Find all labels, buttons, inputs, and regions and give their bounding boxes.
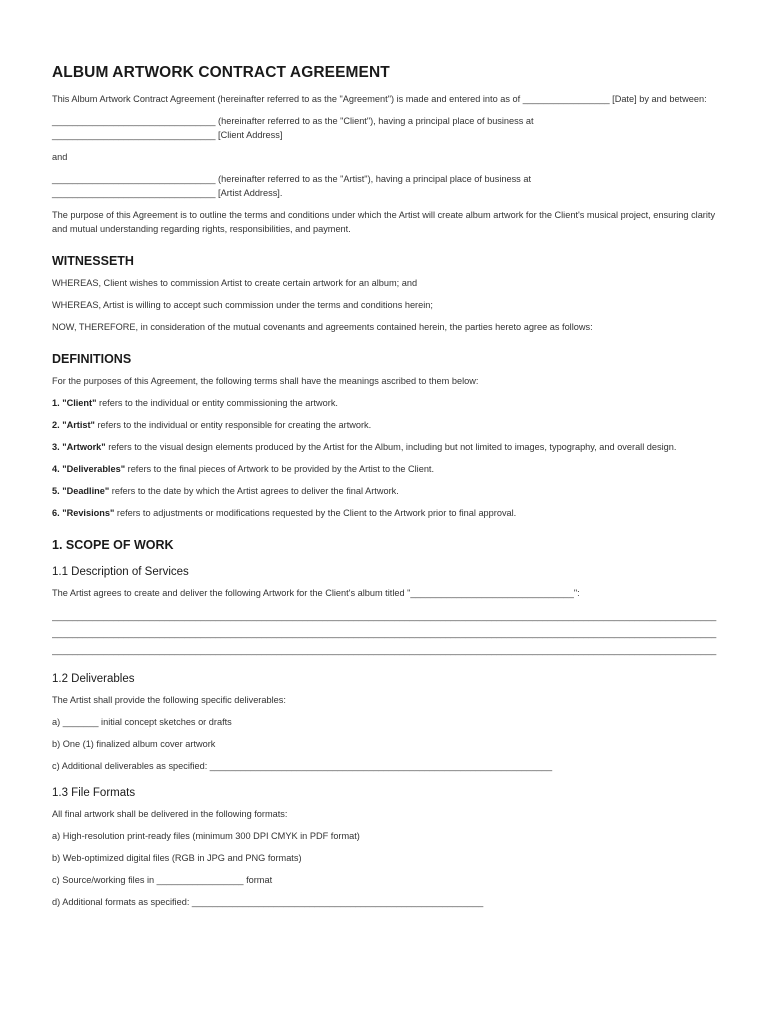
file-format-item: a) High-resolution print-ready files (minimum 300 DPI CMYK in PDF format) [52,831,360,841]
section-1-3-heading: 1.3 File Formats [52,787,136,799]
artist-line-2: ________________________________ [Artist Address]. [52,188,283,198]
artist-block [52,172,720,200]
section-1-2-heading: 1.2 Deliverables [52,673,135,685]
blank-line: __________________________________________________________________________________________________________________________________ [52,611,717,621]
witnesseth-now-therefore: NOW, THEREFORE, in consideration of the mutual covenants and agreements contained herein, the parties hereto agree as follows: [52,322,593,332]
definition-term: 4. "Deliverables" [52,464,126,474]
definition-text: refers to the individual or entity responsible for creating the artwork. [94,420,372,430]
witnesseth-whereas-2: WHEREAS, Artist is willing to accept such commission under the terms and conditions herein; [52,300,433,310]
client-line-1: ________________________________ (hereinafter referred to as the "Client"), having a principal place of business at [52,116,534,126]
page-title: ALBUM ARTWORK CONTRACT AGREEMENT [52,64,390,81]
definition-text: refers to adjustments or modifications requested by the Client to the Artwork prior to final approval. [114,508,517,518]
blank-line: __________________________________________________________________________________________________________________________________ [52,628,717,638]
witnesseth-heading: WITNESSETH [52,254,134,268]
file-format-item: b) Web-optimized digital files (RGB in JPG and PNG formats) [52,853,302,863]
section-1-3-intro: All final artwork shall be delivered in the following formats: [52,809,288,819]
file-format-item: c) Source/working files in _________________ format [52,875,273,885]
definition-item [52,506,720,520]
definition-term: 2. "Artist" [52,420,95,430]
client-block [52,114,720,142]
definition-text: refers to the final pieces of Artwork to be provided by the Artist to the Client. [125,464,435,474]
section-1-1-text: The Artist agrees to create and deliver the following Artwork for the Client's album titled "________________________________": [52,588,580,598]
purpose-paragraph: The purpose of this Agreement is to outline the terms and conditions under which the Artist will create album artwork for the Client's musical project, ensuring clarity and mutual understanding regarding rights, responsibilities, and payment. [52,210,716,234]
deliverable-item: c) Additional deliverables as specified: ___________________________________________________________________ [52,761,553,771]
definitions-heading: DEFINITIONS [52,352,132,366]
section-1-1-heading: 1.1 Description of Services [52,566,189,578]
scope-heading: 1. SCOPE OF WORK [52,538,174,552]
blank-line: __________________________________________________________________________________________________________________________________ [52,645,717,655]
definition-text: refers to the visual design elements produced by the Artist for the Album, including but not limited to images, typography, and overall design. [105,442,677,452]
description-blank-lines [52,608,720,659]
definition-item [52,440,720,454]
file-format-item: d) Additional formats as specified: _________________________________________________________ [52,897,484,907]
definition-term: 3. "Artwork" [52,442,106,452]
document-content [52,64,720,917]
definition-item [52,396,720,410]
definition-item [52,418,720,432]
definition-term: 1. "Client" [52,398,97,408]
intro-paragraph: This Album Artwork Contract Agreement (hereinafter referred to as the "Agreement") is made and entered into as of _________________ [Date] by and between: [52,94,707,104]
definition-item [52,462,720,476]
deliverable-item: b) One (1) finalized album cover artwork [52,739,216,749]
witnesseth-whereas-1: WHEREAS, Client wishes to commission Artist to create certain artwork for an album; and [52,278,418,288]
definition-term: 5. "Deadline" [52,486,110,496]
definition-text: refers to the individual or entity commissioning the artwork. [96,398,338,408]
artist-line-1: ________________________________ (hereinafter referred to as the "Artist"), having a principal place of business at [52,174,531,184]
section-1-2-intro: The Artist shall provide the following specific deliverables: [52,695,286,705]
definition-text: refers to the date by which the Artist agrees to deliver the final Artwork. [109,486,399,496]
and-text: and [52,152,68,162]
definition-term: 6. "Revisions" [52,508,115,518]
deliverable-item: a) _______ initial concept sketches or drafts [52,717,232,727]
definitions-intro: For the purposes of this Agreement, the following terms shall have the meanings ascribed to them below: [52,376,479,386]
client-line-2: ________________________________ [Client Address] [52,130,283,140]
definition-item [52,484,720,498]
